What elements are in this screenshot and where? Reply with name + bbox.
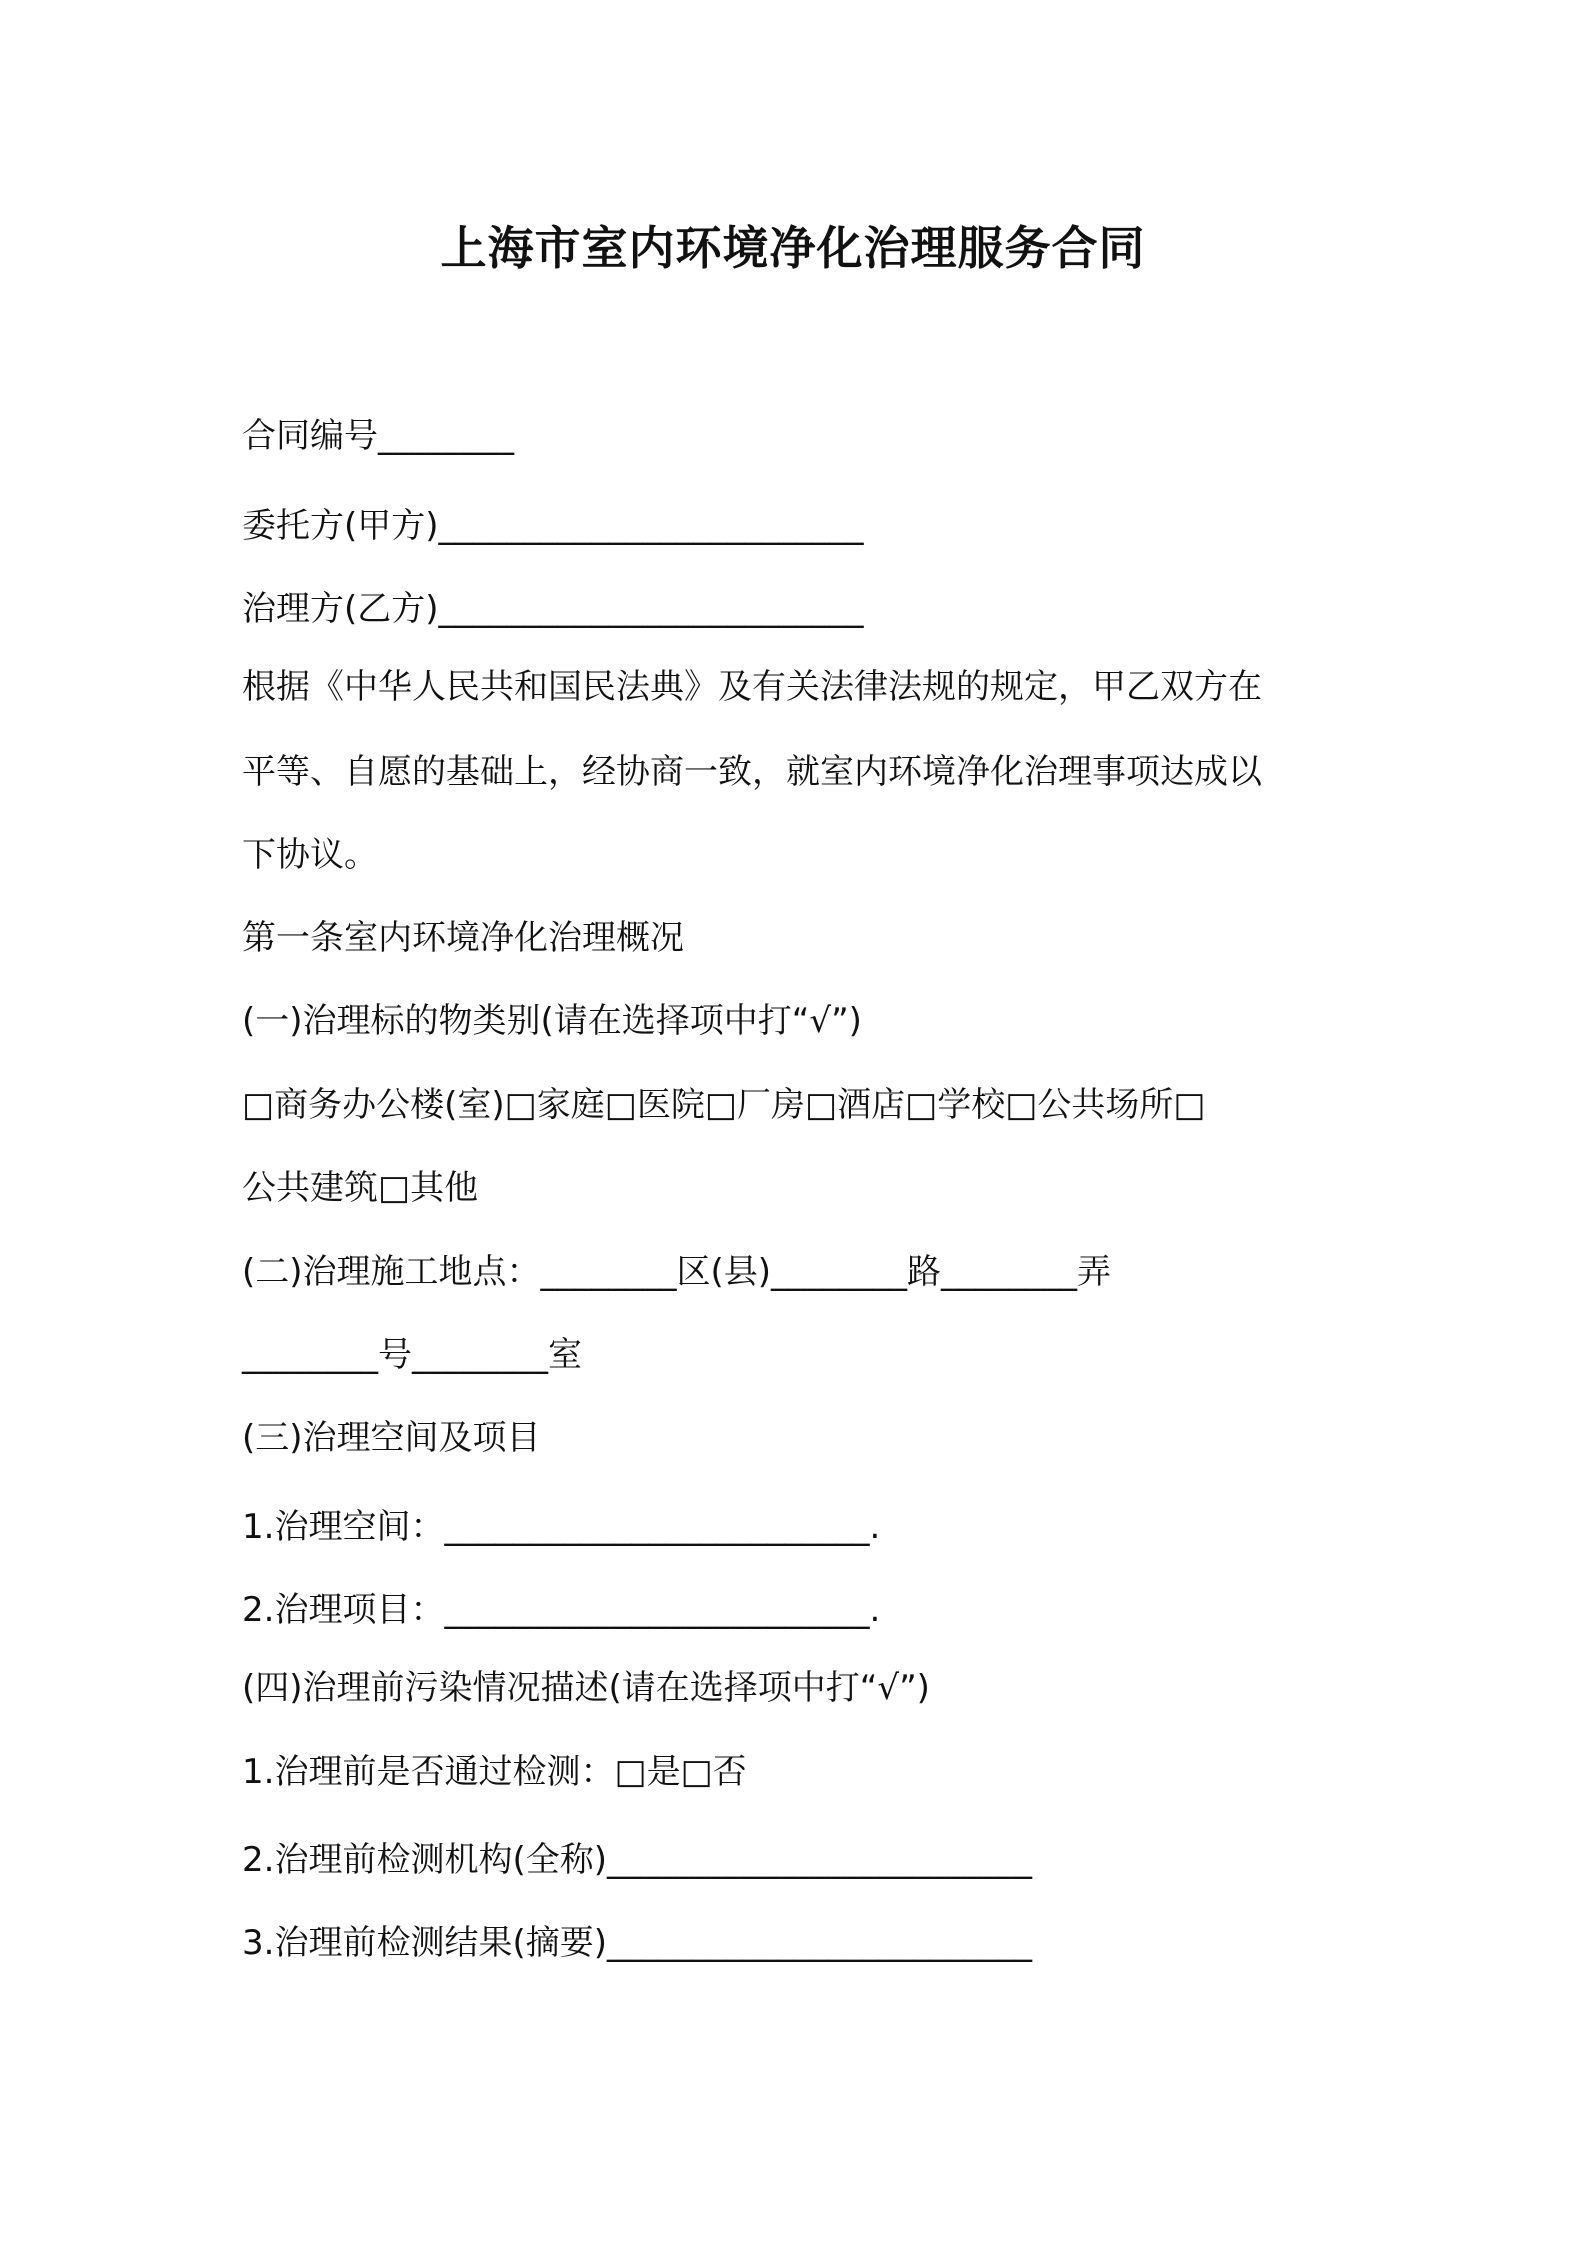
pre-test-result-field: 3.治理前检测结果(摘要)_________________________ (242, 1923, 1032, 1963)
pre-test-agency-field: 2.治理前检测机构(全称)_________________________ (242, 1840, 1032, 1880)
client-party-a-field: 委托方(甲方)_________________________ (242, 506, 864, 546)
site-address-line-2: ________号________室 (242, 1335, 582, 1375)
treatment-items-field: 2.治理项目：_________________________. (242, 1590, 881, 1630)
site-address-line-1: (二)治理施工地点：________区(县)________路________弄 (242, 1252, 1112, 1292)
section-3-heading: (三)治理空间及项目 (242, 1418, 541, 1458)
article-1-heading: 第一条室内环境净化治理概况 (242, 918, 684, 958)
pre-test-question: 1.治理前是否通过检测：□是□否 (242, 1752, 747, 1792)
preamble-line-1: 根据《中华人民共和国民法典》及有关法律法规的规定，甲乙双方在 (242, 667, 1262, 707)
contractor-party-b-field: 治理方(乙方)_________________________ (242, 589, 864, 629)
category-options-line-2: 公共建筑□其他 (242, 1168, 479, 1208)
treatment-space-field: 1.治理空间：_________________________. (242, 1507, 881, 1547)
document-title: 上海市室内环境净化治理服务合同 (440, 221, 1146, 275)
preamble-line-3: 下协议。 (242, 835, 378, 875)
category-options-line-1: □商务办公楼(室)□家庭□医院□厂房□酒店□学校□公共场所□ (242, 1085, 1206, 1125)
section-1-heading: (一)治理标的物类别(请在选择项中打“√”) (242, 1001, 862, 1041)
section-4-heading: (四)治理前污染情况描述(请在选择项中打“√”) (242, 1668, 930, 1708)
preamble-line-2: 平等、自愿的基础上，经协商一致，就室内环境净化治理事项达成以 (242, 752, 1262, 792)
contract-number-field: 合同编号________ (242, 416, 514, 456)
